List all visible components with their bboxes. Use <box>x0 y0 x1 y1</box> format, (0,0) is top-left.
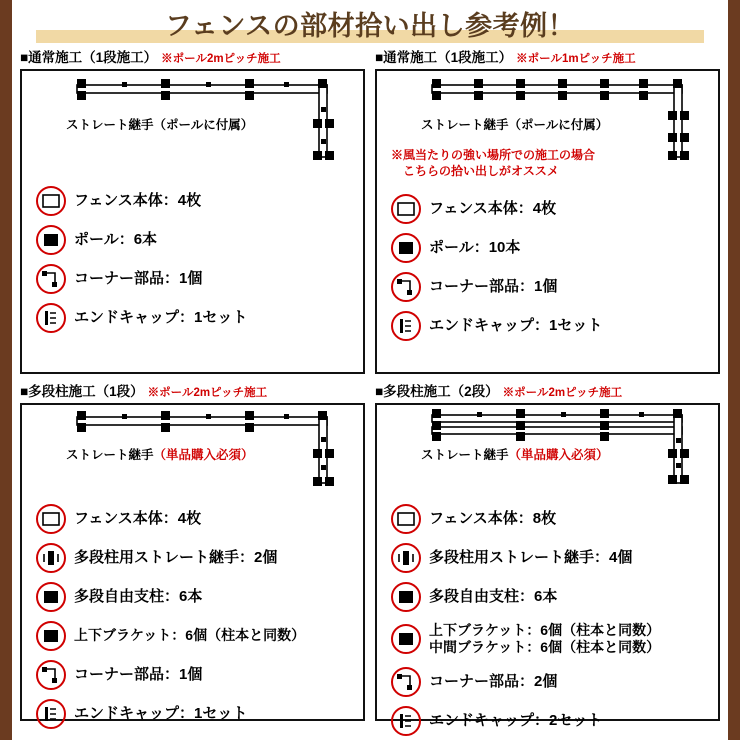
part-row <box>36 538 363 577</box>
panel-normal-1step-1m <box>375 46 720 374</box>
panel-multi-post-2step <box>375 380 720 729</box>
end-cap-icon <box>391 311 421 341</box>
part-label: エンドキャップ：1セット <box>74 308 248 326</box>
part-label: 多段自由支柱：6本 <box>74 587 203 605</box>
part-row <box>391 577 718 616</box>
corner-part-icon <box>391 667 421 697</box>
part-label: 上下ブラケット：6個（柱本と同数） <box>74 627 306 644</box>
fence-diagram <box>22 71 363 179</box>
end-cap-icon <box>391 706 421 736</box>
panel-body <box>20 69 365 374</box>
part-row <box>36 220 363 259</box>
panel-title: ■多段柱施工（1段） <box>20 384 144 399</box>
panel-header <box>375 46 720 66</box>
panel-body <box>20 403 365 721</box>
part-row <box>36 499 363 538</box>
diagram-label-main: ストレート継手（ポールに付属） <box>66 118 254 132</box>
part-label: コーナー部品：1個 <box>74 269 203 287</box>
corner-part-icon <box>36 264 66 294</box>
fence-diagram <box>377 71 718 179</box>
pole-icon <box>391 582 421 612</box>
part-label: コーナー部品：2個 <box>429 672 558 690</box>
part-label-line1: 上下ブラケット：6個（柱本と同数） <box>429 622 661 639</box>
part-row <box>391 701 718 740</box>
page-inner <box>12 0 728 740</box>
part-row <box>36 181 363 220</box>
panel-title: ■通常施工（1段施工） <box>20 50 158 65</box>
part-label: ポール：10本 <box>429 238 521 256</box>
part-label: エンドキャップ：1セット <box>74 704 248 722</box>
part-row <box>391 499 718 538</box>
part-row <box>36 577 363 616</box>
part-row <box>36 259 363 298</box>
part-row <box>391 228 718 267</box>
part-label: ポール：6本 <box>74 230 158 248</box>
parts-list <box>377 497 718 740</box>
panel-note: ※ポール1mピッチ施工 <box>516 53 636 65</box>
part-label: フェンス本体：8枚 <box>429 509 557 527</box>
diagram-label-main <box>66 445 254 463</box>
part-row <box>391 662 718 701</box>
diagram-label-text: ストレート継手 <box>66 448 154 462</box>
page-title: フェンスの部材拾い出し参考例！ <box>164 10 576 41</box>
fence-diagram <box>22 405 363 497</box>
part-row <box>36 616 363 655</box>
part-label: 多段柱用ストレート継手：2個 <box>74 548 278 566</box>
corner-part-icon <box>391 272 421 302</box>
part-row <box>36 298 363 337</box>
panel-title: ■通常施工（1段施工） <box>375 50 513 65</box>
bracket-icon <box>36 621 66 651</box>
part-label: コーナー部品：1個 <box>429 277 558 295</box>
left-edge-bar <box>0 0 12 740</box>
part-row <box>391 267 718 306</box>
panel-body <box>375 69 720 374</box>
parts-list <box>377 179 718 345</box>
part-label: エンドキャップ：2セット <box>429 711 603 729</box>
panel-header <box>20 46 365 66</box>
right-edge-bar <box>728 0 740 740</box>
panel-normal-1step-2m <box>20 46 365 374</box>
part-row <box>391 189 718 228</box>
part-label: 多段柱用ストレート継手：4個 <box>429 548 633 566</box>
title-banner <box>12 0 728 46</box>
part-row <box>36 694 363 733</box>
multi-post-joint-icon <box>391 543 421 573</box>
part-row <box>36 655 363 694</box>
part-row <box>391 616 718 662</box>
panel-header <box>375 380 720 400</box>
diagram-label-text: ストレート継手 <box>421 448 509 462</box>
end-cap-icon <box>36 699 66 729</box>
panel-note: ※ポール2mピッチ施工 <box>502 387 623 399</box>
part-label-line2: 中間ブラケット：6個（柱本と同数） <box>429 639 661 655</box>
part-row <box>391 538 718 577</box>
end-cap-icon <box>36 303 66 333</box>
panel-body <box>375 403 720 729</box>
fence-diagram <box>377 405 718 497</box>
fence-panel-icon <box>36 186 66 216</box>
panel-note: ※ポール2mピッチ施工 <box>147 387 268 399</box>
part-label <box>429 622 660 656</box>
diagram-label-main: ストレート継手（ポールに付属） <box>421 118 609 132</box>
part-label: エンドキャップ：1セット <box>429 316 603 334</box>
panel-note: ※ポール2mピッチ施工 <box>161 53 281 65</box>
part-label: コーナー部品：1個 <box>74 665 203 683</box>
parts-list <box>22 179 363 337</box>
fence-panel-icon <box>391 504 421 534</box>
bracket-icon <box>391 624 421 654</box>
fence-panel-icon <box>391 194 421 224</box>
pole-icon <box>36 582 66 612</box>
corner-part-icon <box>36 660 66 690</box>
diagram-label-sub: （単品購入必須） <box>508 448 609 462</box>
part-label: フェンス本体：4枚 <box>429 199 557 217</box>
multi-post-joint-icon <box>36 543 66 573</box>
panel-title: ■多段柱施工（2段） <box>375 384 499 399</box>
part-label: フェンス本体：4枚 <box>74 509 202 527</box>
part-label: 多段自由支柱：6本 <box>429 587 558 605</box>
pole-icon <box>36 225 66 255</box>
fence-panel-icon <box>36 504 66 534</box>
parts-list <box>22 497 363 733</box>
panel-header <box>20 380 365 400</box>
panel-multi-post-1step <box>20 380 365 721</box>
part-row <box>391 306 718 345</box>
panel-grid <box>12 46 728 729</box>
diagram-label-sub: （単品購入必須） <box>153 448 254 462</box>
diagram-label-main <box>421 445 609 463</box>
diagram-warning: ※風当たりの強い場所での施工の場合 こちらの拾い出しがオススメ <box>391 148 596 179</box>
part-label: フェンス本体：4枚 <box>74 191 202 209</box>
pole-icon <box>391 233 421 263</box>
